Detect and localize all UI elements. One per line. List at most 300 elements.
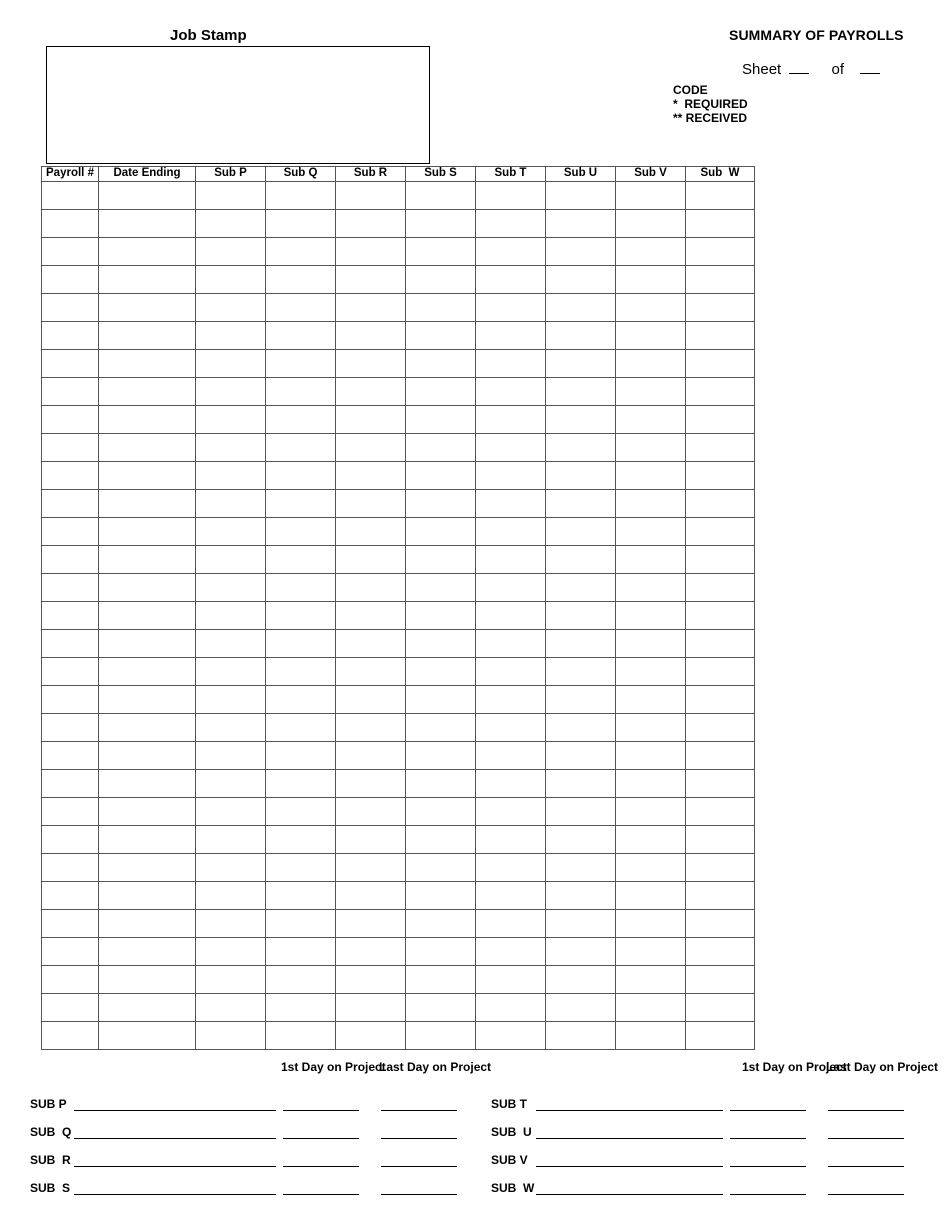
table-cell[interactable] (266, 238, 336, 266)
table-cell[interactable] (546, 770, 616, 798)
table-cell[interactable] (686, 546, 755, 574)
table-cell[interactable] (266, 350, 336, 378)
table-cell[interactable] (616, 266, 686, 294)
table-cell[interactable] (99, 994, 196, 1022)
table-cell[interactable] (616, 630, 686, 658)
table-cell[interactable] (406, 518, 476, 546)
sub-w-name-field[interactable] (536, 1194, 723, 1195)
table-cell[interactable] (266, 294, 336, 322)
table-cell[interactable] (616, 854, 686, 882)
table-cell[interactable] (42, 966, 99, 994)
table-cell[interactable] (476, 630, 546, 658)
table-cell[interactable] (546, 406, 616, 434)
table-cell[interactable] (546, 658, 616, 686)
table-cell[interactable] (616, 574, 686, 602)
table-cell[interactable] (196, 518, 266, 546)
table-cell[interactable] (99, 742, 196, 770)
table-cell[interactable] (196, 742, 266, 770)
table-cell[interactable] (336, 434, 406, 462)
table-cell[interactable] (476, 966, 546, 994)
table-cell[interactable] (686, 770, 755, 798)
table-cell[interactable] (406, 658, 476, 686)
table-cell[interactable] (42, 798, 99, 826)
table-cell[interactable] (476, 882, 546, 910)
sub-s-first-day-field[interactable] (283, 1194, 359, 1195)
table-cell[interactable] (616, 490, 686, 518)
table-cell[interactable] (42, 658, 99, 686)
table-cell[interactable] (336, 350, 406, 378)
table-cell[interactable] (336, 518, 406, 546)
table-cell[interactable] (616, 994, 686, 1022)
table-cell[interactable] (99, 602, 196, 630)
table-cell[interactable] (616, 294, 686, 322)
table-cell[interactable] (266, 574, 336, 602)
table-cell[interactable] (686, 518, 755, 546)
table-cell[interactable] (616, 322, 686, 350)
table-cell[interactable] (99, 1022, 196, 1050)
table-cell[interactable] (99, 406, 196, 434)
table-cell[interactable] (196, 798, 266, 826)
table-cell[interactable] (99, 770, 196, 798)
table-cell[interactable] (266, 770, 336, 798)
table-cell[interactable] (406, 938, 476, 966)
table-cell[interactable] (196, 826, 266, 854)
table-cell[interactable] (266, 182, 336, 210)
table-cell[interactable] (99, 938, 196, 966)
table-cell[interactable] (42, 910, 99, 938)
table-cell[interactable] (476, 294, 546, 322)
table-cell[interactable] (546, 210, 616, 238)
table-cell[interactable] (686, 322, 755, 350)
table-cell[interactable] (616, 742, 686, 770)
table-cell[interactable] (99, 266, 196, 294)
table-cell[interactable] (546, 826, 616, 854)
table-cell[interactable] (686, 882, 755, 910)
table-cell[interactable] (336, 602, 406, 630)
table-cell[interactable] (406, 546, 476, 574)
table-cell[interactable] (476, 210, 546, 238)
table-cell[interactable] (406, 434, 476, 462)
sub-v-name-field[interactable] (536, 1166, 723, 1167)
table-cell[interactable] (406, 294, 476, 322)
table-cell[interactable] (196, 910, 266, 938)
table-cell[interactable] (99, 322, 196, 350)
sub-p-name-field[interactable] (74, 1110, 276, 1111)
table-cell[interactable] (266, 742, 336, 770)
table-cell[interactable] (266, 406, 336, 434)
sub-t-name-field[interactable] (536, 1110, 723, 1111)
table-cell[interactable] (266, 210, 336, 238)
table-cell[interactable] (476, 742, 546, 770)
table-cell[interactable] (336, 182, 406, 210)
sub-u-first-day-field[interactable] (730, 1138, 806, 1139)
table-cell[interactable] (336, 658, 406, 686)
table-cell[interactable] (196, 210, 266, 238)
table-cell[interactable] (546, 966, 616, 994)
table-cell[interactable] (99, 686, 196, 714)
sub-r-last-day-field[interactable] (381, 1166, 457, 1167)
table-cell[interactable] (406, 798, 476, 826)
table-cell[interactable] (476, 238, 546, 266)
table-cell[interactable] (336, 490, 406, 518)
table-cell[interactable] (336, 994, 406, 1022)
table-cell[interactable] (406, 742, 476, 770)
sub-w-last-day-field[interactable] (828, 1194, 904, 1195)
table-cell[interactable] (336, 770, 406, 798)
table-cell[interactable] (42, 1022, 99, 1050)
table-cell[interactable] (99, 546, 196, 574)
table-cell[interactable] (266, 798, 336, 826)
table-cell[interactable] (546, 182, 616, 210)
table-cell[interactable] (686, 910, 755, 938)
table-cell[interactable] (686, 994, 755, 1022)
table-cell[interactable] (476, 826, 546, 854)
table-cell[interactable] (476, 462, 546, 490)
table-cell[interactable] (336, 798, 406, 826)
sub-v-first-day-field[interactable] (730, 1166, 806, 1167)
table-cell[interactable] (616, 798, 686, 826)
table-cell[interactable] (266, 1022, 336, 1050)
table-cell[interactable] (546, 350, 616, 378)
sub-q-last-day-field[interactable] (381, 1138, 457, 1139)
table-cell[interactable] (99, 294, 196, 322)
table-cell[interactable] (476, 798, 546, 826)
table-cell[interactable] (266, 462, 336, 490)
table-cell[interactable] (266, 266, 336, 294)
table-cell[interactable] (99, 490, 196, 518)
table-cell[interactable] (546, 602, 616, 630)
table-cell[interactable] (406, 826, 476, 854)
table-cell[interactable] (546, 462, 616, 490)
table-cell[interactable] (546, 546, 616, 574)
table-cell[interactable] (476, 938, 546, 966)
table-cell[interactable] (99, 462, 196, 490)
table-cell[interactable] (406, 854, 476, 882)
table-cell[interactable] (196, 994, 266, 1022)
table-cell[interactable] (406, 462, 476, 490)
table-cell[interactable] (616, 966, 686, 994)
table-cell[interactable] (42, 518, 99, 546)
table-cell[interactable] (196, 882, 266, 910)
table-cell[interactable] (686, 658, 755, 686)
table-cell[interactable] (406, 994, 476, 1022)
table-cell[interactable] (42, 462, 99, 490)
sub-q-first-day-field[interactable] (283, 1138, 359, 1139)
table-cell[interactable] (476, 182, 546, 210)
table-cell[interactable] (406, 406, 476, 434)
table-cell[interactable] (406, 210, 476, 238)
sub-p-last-day-field[interactable] (381, 1110, 457, 1111)
table-cell[interactable] (99, 434, 196, 462)
table-cell[interactable] (266, 434, 336, 462)
table-cell[interactable] (546, 742, 616, 770)
table-cell[interactable] (686, 826, 755, 854)
table-cell[interactable] (196, 378, 266, 406)
table-cell[interactable] (42, 882, 99, 910)
table-cell[interactable] (99, 966, 196, 994)
table-cell[interactable] (616, 182, 686, 210)
table-cell[interactable] (196, 574, 266, 602)
table-cell[interactable] (42, 350, 99, 378)
sub-q-name-field[interactable] (74, 1138, 276, 1139)
table-cell[interactable] (406, 910, 476, 938)
table-cell[interactable] (686, 798, 755, 826)
table-cell[interactable] (616, 882, 686, 910)
table-cell[interactable] (196, 714, 266, 742)
table-cell[interactable] (476, 406, 546, 434)
table-cell[interactable] (686, 378, 755, 406)
table-cell[interactable] (42, 938, 99, 966)
table-cell[interactable] (42, 994, 99, 1022)
table-cell[interactable] (196, 966, 266, 994)
table-cell[interactable] (476, 266, 546, 294)
table-cell[interactable] (266, 658, 336, 686)
table-cell[interactable] (686, 686, 755, 714)
table-cell[interactable] (616, 910, 686, 938)
table-cell[interactable] (616, 546, 686, 574)
table-cell[interactable] (406, 966, 476, 994)
table-cell[interactable] (196, 406, 266, 434)
table-cell[interactable] (616, 686, 686, 714)
table-cell[interactable] (686, 238, 755, 266)
table-cell[interactable] (546, 238, 616, 266)
table-cell[interactable] (266, 826, 336, 854)
table-cell[interactable] (546, 322, 616, 350)
table-cell[interactable] (406, 630, 476, 658)
table-cell[interactable] (476, 574, 546, 602)
table-cell[interactable] (99, 238, 196, 266)
table-cell[interactable] (42, 602, 99, 630)
table-cell[interactable] (266, 630, 336, 658)
table-cell[interactable] (336, 546, 406, 574)
table-cell[interactable] (476, 378, 546, 406)
table-cell[interactable] (406, 574, 476, 602)
table-cell[interactable] (616, 350, 686, 378)
table-cell[interactable] (336, 938, 406, 966)
table-cell[interactable] (406, 770, 476, 798)
table-cell[interactable] (336, 210, 406, 238)
table-cell[interactable] (546, 378, 616, 406)
table-cell[interactable] (546, 854, 616, 882)
table-cell[interactable] (196, 938, 266, 966)
table-cell[interactable] (42, 378, 99, 406)
table-cell[interactable] (99, 854, 196, 882)
table-cell[interactable] (266, 518, 336, 546)
table-cell[interactable] (686, 714, 755, 742)
table-cell[interactable] (686, 966, 755, 994)
table-cell[interactable] (546, 574, 616, 602)
table-cell[interactable] (546, 1022, 616, 1050)
table-cell[interactable] (266, 910, 336, 938)
table-cell[interactable] (546, 294, 616, 322)
table-cell[interactable] (406, 714, 476, 742)
table-cell[interactable] (616, 658, 686, 686)
table-cell[interactable] (476, 994, 546, 1022)
sub-p-first-day-field[interactable] (283, 1110, 359, 1111)
table-cell[interactable] (99, 574, 196, 602)
table-cell[interactable] (336, 966, 406, 994)
table-cell[interactable] (546, 938, 616, 966)
table-cell[interactable] (546, 910, 616, 938)
table-cell[interactable] (196, 602, 266, 630)
table-cell[interactable] (406, 266, 476, 294)
table-cell[interactable] (42, 686, 99, 714)
table-cell[interactable] (42, 182, 99, 210)
table-cell[interactable] (196, 182, 266, 210)
table-cell[interactable] (686, 630, 755, 658)
table-cell[interactable] (686, 462, 755, 490)
table-cell[interactable] (546, 714, 616, 742)
table-cell[interactable] (686, 182, 755, 210)
table-cell[interactable] (546, 434, 616, 462)
table-cell[interactable] (196, 238, 266, 266)
table-cell[interactable] (336, 882, 406, 910)
table-cell[interactable] (42, 854, 99, 882)
table-cell[interactable] (336, 238, 406, 266)
table-cell[interactable] (196, 686, 266, 714)
table-cell[interactable] (616, 462, 686, 490)
table-cell[interactable] (686, 574, 755, 602)
table-cell[interactable] (546, 630, 616, 658)
sheet-number-blank[interactable] (789, 72, 809, 74)
table-cell[interactable] (196, 854, 266, 882)
table-cell[interactable] (196, 266, 266, 294)
table-cell[interactable] (476, 770, 546, 798)
table-cell[interactable] (99, 518, 196, 546)
table-cell[interactable] (616, 826, 686, 854)
table-cell[interactable] (266, 854, 336, 882)
table-cell[interactable] (196, 322, 266, 350)
table-cell[interactable] (686, 434, 755, 462)
sub-s-name-field[interactable] (74, 1194, 276, 1195)
table-cell[interactable] (616, 938, 686, 966)
table-cell[interactable] (266, 546, 336, 574)
table-cell[interactable] (99, 714, 196, 742)
table-cell[interactable] (336, 826, 406, 854)
table-cell[interactable] (616, 602, 686, 630)
table-cell[interactable] (616, 714, 686, 742)
table-cell[interactable] (476, 658, 546, 686)
table-cell[interactable] (42, 294, 99, 322)
table-cell[interactable] (476, 854, 546, 882)
table-cell[interactable] (546, 686, 616, 714)
table-cell[interactable] (616, 518, 686, 546)
table-cell[interactable] (476, 518, 546, 546)
table-cell[interactable] (476, 546, 546, 574)
table-cell[interactable] (42, 490, 99, 518)
table-cell[interactable] (42, 546, 99, 574)
table-cell[interactable] (546, 266, 616, 294)
table-cell[interactable] (99, 630, 196, 658)
table-cell[interactable] (406, 322, 476, 350)
sub-t-first-day-field[interactable] (730, 1110, 806, 1111)
table-cell[interactable] (546, 518, 616, 546)
table-cell[interactable] (546, 994, 616, 1022)
table-cell[interactable] (616, 238, 686, 266)
table-cell[interactable] (686, 294, 755, 322)
table-cell[interactable] (42, 826, 99, 854)
sub-v-last-day-field[interactable] (828, 1166, 904, 1167)
table-cell[interactable] (476, 1022, 546, 1050)
table-cell[interactable] (196, 434, 266, 462)
table-cell[interactable] (546, 882, 616, 910)
table-cell[interactable] (42, 714, 99, 742)
table-cell[interactable] (476, 602, 546, 630)
sub-r-first-day-field[interactable] (283, 1166, 359, 1167)
table-cell[interactable] (406, 686, 476, 714)
table-cell[interactable] (266, 714, 336, 742)
table-cell[interactable] (42, 630, 99, 658)
table-cell[interactable] (336, 854, 406, 882)
table-cell[interactable] (196, 770, 266, 798)
job-stamp-box[interactable] (46, 46, 430, 164)
sub-s-last-day-field[interactable] (381, 1194, 457, 1195)
table-cell[interactable] (336, 378, 406, 406)
table-cell[interactable] (686, 854, 755, 882)
table-cell[interactable] (196, 490, 266, 518)
table-cell[interactable] (616, 770, 686, 798)
table-cell[interactable] (336, 630, 406, 658)
sub-u-last-day-field[interactable] (828, 1138, 904, 1139)
table-cell[interactable] (266, 882, 336, 910)
table-cell[interactable] (266, 966, 336, 994)
sub-w-first-day-field[interactable] (730, 1194, 806, 1195)
table-cell[interactable] (686, 742, 755, 770)
table-cell[interactable] (406, 238, 476, 266)
table-cell[interactable] (99, 182, 196, 210)
table-cell[interactable] (336, 686, 406, 714)
table-cell[interactable] (686, 210, 755, 238)
table-cell[interactable] (99, 798, 196, 826)
table-cell[interactable] (336, 266, 406, 294)
table-cell[interactable] (336, 742, 406, 770)
table-cell[interactable] (406, 378, 476, 406)
table-cell[interactable] (476, 714, 546, 742)
table-cell[interactable] (686, 602, 755, 630)
table-cell[interactable] (99, 378, 196, 406)
table-cell[interactable] (266, 490, 336, 518)
table-cell[interactable] (406, 1022, 476, 1050)
table-cell[interactable] (616, 434, 686, 462)
table-cell[interactable] (196, 350, 266, 378)
table-cell[interactable] (476, 910, 546, 938)
table-cell[interactable] (476, 350, 546, 378)
table-cell[interactable] (99, 658, 196, 686)
table-cell[interactable] (476, 490, 546, 518)
table-cell[interactable] (99, 882, 196, 910)
table-cell[interactable] (99, 826, 196, 854)
sub-r-name-field[interactable] (74, 1166, 276, 1167)
table-cell[interactable] (266, 938, 336, 966)
table-cell[interactable] (476, 322, 546, 350)
table-cell[interactable] (686, 350, 755, 378)
table-cell[interactable] (336, 406, 406, 434)
table-cell[interactable] (42, 742, 99, 770)
table-cell[interactable] (196, 658, 266, 686)
table-cell[interactable] (99, 910, 196, 938)
table-cell[interactable] (616, 406, 686, 434)
sheet-total-blank[interactable] (860, 72, 880, 74)
table-cell[interactable] (336, 294, 406, 322)
table-cell[interactable] (196, 1022, 266, 1050)
table-cell[interactable] (99, 210, 196, 238)
table-cell[interactable] (42, 434, 99, 462)
table-cell[interactable] (196, 546, 266, 574)
sub-t-last-day-field[interactable] (828, 1110, 904, 1111)
table-cell[interactable] (336, 462, 406, 490)
table-cell[interactable] (546, 490, 616, 518)
table-cell[interactable] (686, 938, 755, 966)
